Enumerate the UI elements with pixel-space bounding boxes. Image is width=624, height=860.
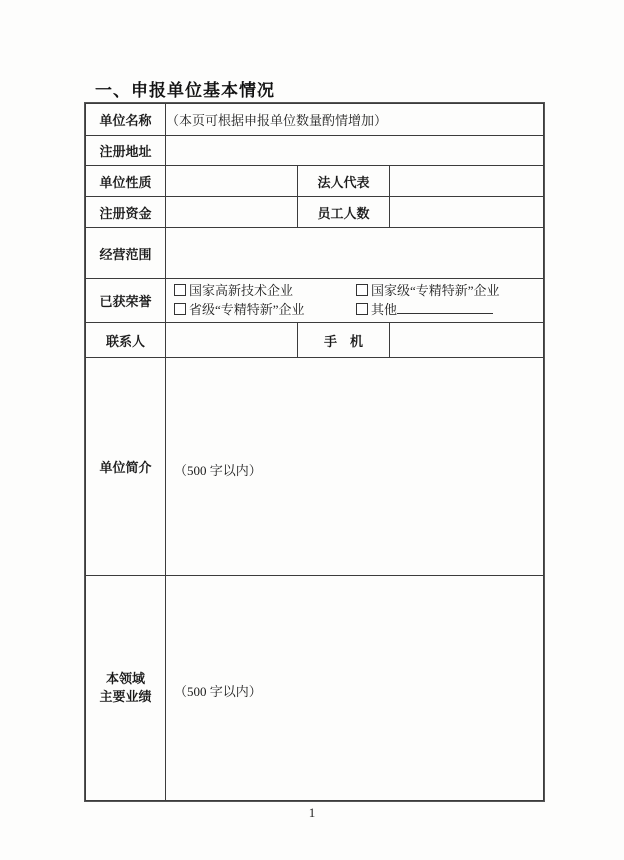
- table-row: [86, 166, 544, 197]
- checkbox-icon: [174, 303, 186, 315]
- table-row: [86, 197, 544, 228]
- table-row: [86, 136, 544, 166]
- checkbox-icon: [174, 284, 186, 296]
- honor-option: [356, 283, 543, 299]
- business-scope-label: 经营范围: [86, 228, 166, 279]
- checkbox-icon: [356, 303, 368, 315]
- staff-count-value: [390, 197, 544, 228]
- legal-rep-value: [390, 166, 544, 197]
- main-achievements-hint: （500 字以内）: [174, 684, 262, 699]
- other-fill-line: [397, 302, 493, 314]
- unit-profile-label: 单位简介: [86, 358, 166, 576]
- mobile-label: 手 机: [298, 323, 390, 358]
- main-achievements-label-line2: 主要业绩: [99, 689, 152, 704]
- main-achievements-label: [86, 576, 166, 801]
- honor-option-label: 国家高新技术企业: [189, 283, 294, 298]
- honor-option-other: [356, 302, 543, 318]
- main-achievements-area: [166, 576, 544, 801]
- honors-label: 已获荣誉: [86, 279, 166, 323]
- unit-name-label: 单位名称: [86, 104, 166, 136]
- page-number: 1: [308, 805, 316, 820]
- honor-option-label: 省级“专精特新”企业: [189, 302, 305, 317]
- table-row: [86, 323, 544, 358]
- unit-name-value: （本页可根据申报单位数量酌情增加）: [166, 104, 544, 136]
- reg-address-label: 注册地址: [86, 136, 166, 166]
- table-row: [86, 104, 544, 136]
- contact-person-value: [166, 323, 298, 358]
- contact-person-label: 联系人: [86, 323, 166, 358]
- legal-rep-label: 法人代表: [298, 166, 390, 197]
- staff-count-label: 员工人数: [298, 197, 390, 228]
- checkbox-icon: [356, 284, 368, 296]
- reg-address-value: [166, 136, 544, 166]
- reg-capital-label: 注册资金: [86, 197, 166, 228]
- honor-option: [174, 283, 356, 299]
- main-achievements-label-line1: 本领域: [105, 671, 145, 686]
- unit-profile-hint: （500 字以内）: [174, 462, 262, 478]
- unit-profile-area: [166, 358, 544, 576]
- unit-nature-value: [166, 166, 298, 197]
- mobile-value: [390, 323, 544, 358]
- honors-options-cell: [166, 279, 544, 323]
- applicant-info-table: [85, 103, 544, 801]
- honor-option: [174, 302, 356, 318]
- section-title: 一、申报单位基本情况: [95, 81, 275, 100]
- business-scope-value: [166, 228, 544, 279]
- unit-nature-label: 单位性质: [86, 166, 166, 197]
- honor-option-label: 其他: [371, 302, 398, 317]
- reg-capital-value: [166, 197, 298, 228]
- table-row: [86, 576, 544, 801]
- table-row: [86, 358, 544, 576]
- table-row: [86, 279, 544, 323]
- table-row: [86, 228, 544, 279]
- honor-option-label: 国家级“专精特新”企业: [371, 283, 500, 298]
